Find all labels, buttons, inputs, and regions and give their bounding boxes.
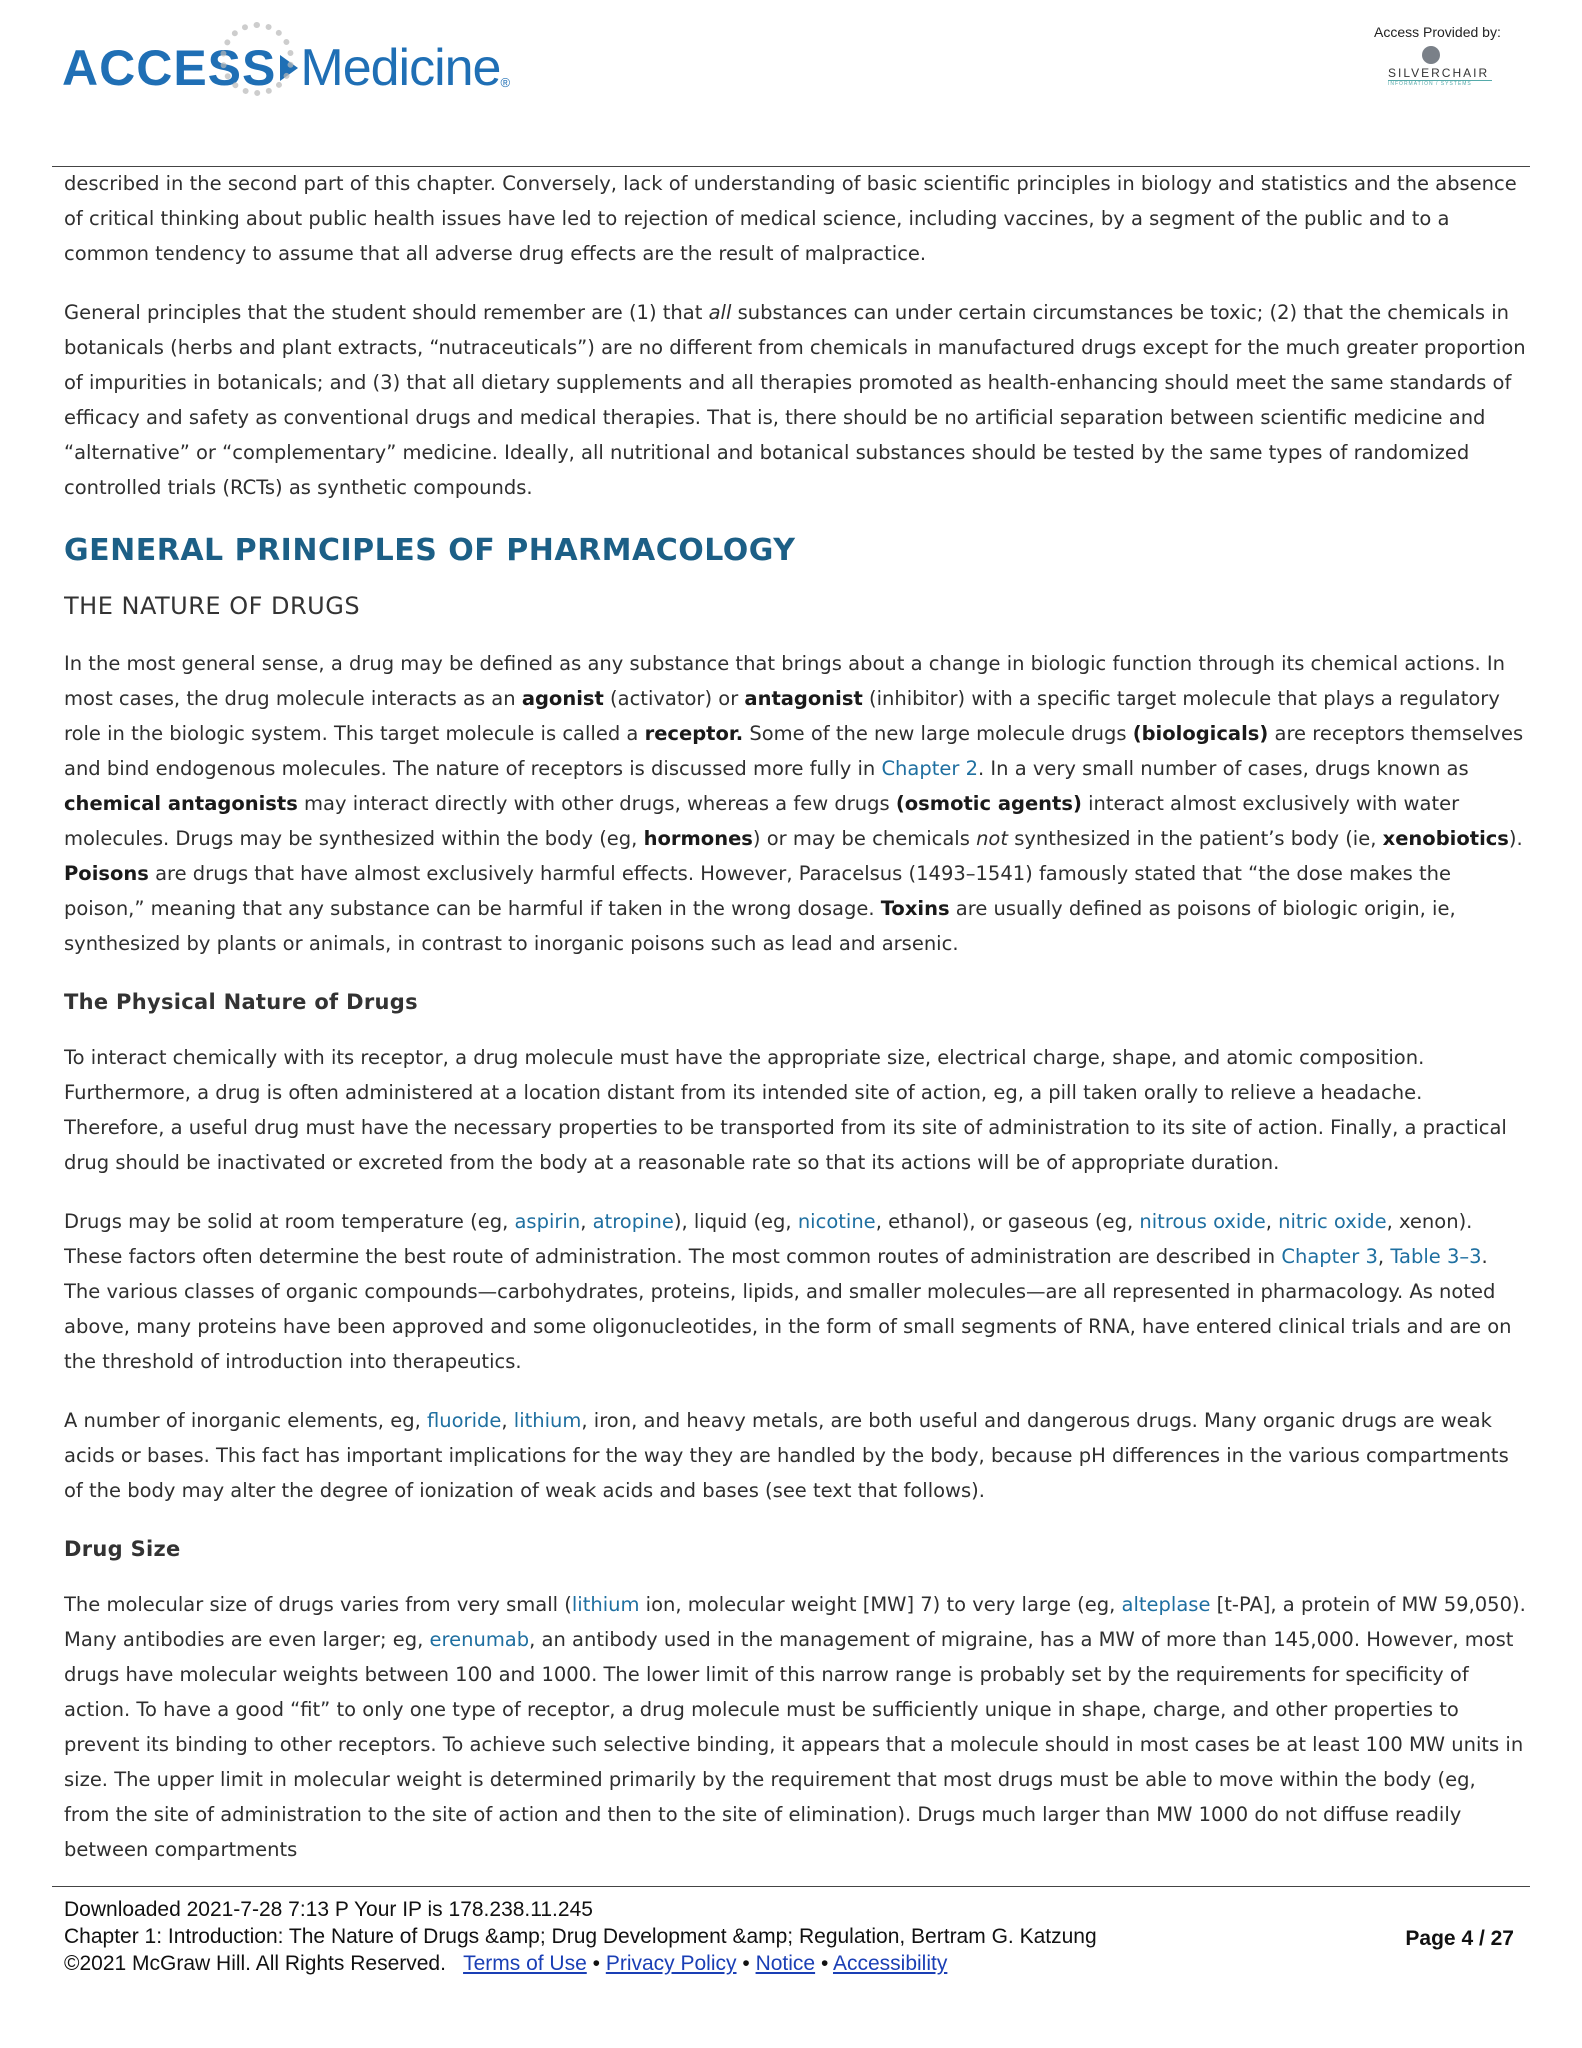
logo-access-text: ACCESS [62, 40, 277, 96]
paragraph: The molecular size of drugs varies from very small (lithium ion, molecular weight [MW] 7) to very large (eg, alteplase [t-PA], a protein of MW 59,050). Many antibodies are even larger; eg, erenumab, an antibody used in the management of migraine, has a MW of more than 145,000. However, most drugs have molecular weights between 100 and 1000. The lower limit of this narrow range is probably set by the requirements for specificity of action. To have a good “fit” to only one type of receptor, a drug molecule must be sufficiently unique in shape, charge, and other properties to prevent its binding to other receptors. To achieve such selective binding, it appears that a molecule should in most cases be at least 100 MW units in size. The upper limit in molecular weight is determined primarily by the requirement that most drugs must be able to move within the body (eg, from the site of administration to the site of action and then to the site of elimination). Drugs much larger than MW 1000 do not diffuse readily between compartments [64, 1593, 1526, 1861]
page-number: Page 4 / 27 [1405, 1927, 1514, 1950]
accessibility-link[interactable]: Accessibility [832, 1952, 948, 1975]
nicotine-link[interactable]: nicotine [797, 1210, 876, 1233]
gear-logo-icon [220, 22, 294, 96]
paragraph: A number of inorganic elements, eg, fluoride, lithium, iron, and heavy metals, are both useful and dangerous drugs. Many organic drugs are weak acids or bases. This fact has important implications for the way they are handled by the body, because pH differences in the various compartments of the body may alter the degree of ionization of weak acids and bases (see text that follows). [64, 1409, 1509, 1502]
paragraph: To interact chemically with its receptor, a drug molecule must have the appropriate size, electrical charge, shape, and atomic composition. Furthermore, a drug is often administered at a location distant from its intended site of action, eg, a pill taken orally to relieve a headache. Therefore, a useful drug must have the necessary properties to be transported from its site of administration to its site of action. Finally, a practical drug should be inactivated or excreted from the body at a reasonable rate so that its actions will be of appropriate duration. [64, 1046, 1507, 1174]
page-footer [64, 1896, 1534, 1977]
access-provider [1374, 24, 1524, 87]
page-header [0, 0, 1582, 166]
paragraph: In the most general sense, a drug may be defined as any substance that brings about a change in biologic function through its chemical actions. In most cases, the drug molecule interacts as an agonist (activator) or antagonist (inhibitor) with a specific target molecule that plays a regulatory role in the biologic system. This target molecule is called a receptor. Some of the new large molecule drugs (biologicals) are receptors themselves and bind endogenous molecules. The nature of receptors is discussed more fully in Chapter 2. In a very small number of cases, drugs known as chemical antagonists may interact directly with other drugs, whereas a few drugs (osmotic agents) interact almost exclusively with water molecules. Drugs may be synthesized within the body (eg, hormones) or may be chemicals not synthesized in the patient’s body (ie, xenobiotics). Poisons are drugs that have almost exclusively harmful effects. However, Paracelsus (1493–1541) famously stated that “the dose makes the poison,” meaning that any substance can be harmful if taken in the wrong dosage. Toxins are usually defined as poisons of biologic origin, ie, synthesized by plants or animals, in contrast to inorganic poisons such as lead and arsenic. [64, 652, 1524, 955]
bullet-separator: • [742, 1952, 750, 1975]
nitric-oxide-link[interactable]: nitric oxide [1278, 1210, 1387, 1233]
download-info: Downloaded 2021-7-28 7:13 P Your IP is 178.238.11.245 [64, 1898, 593, 1921]
registered-mark: ® [500, 75, 511, 90]
table-3-3-link[interactable]: Table 3–3 [1390, 1245, 1482, 1268]
logo-medicine-text: Medicine [300, 39, 501, 97]
lithium-link[interactable]: lithium [571, 1593, 640, 1616]
accessmedicine-logo[interactable] [62, 28, 510, 108]
footer-divider [52, 1886, 1530, 1887]
bullet-separator: • [820, 1952, 829, 1975]
access-provided-by-label: Access Provided by: [1374, 24, 1501, 40]
subsection-heading: Drug Size [64, 1537, 181, 1561]
bullet-separator: • [592, 1952, 600, 1975]
provider-name: SILVERCHAIR [1388, 66, 1490, 80]
paragraph: Drugs may be solid at room temperature (eg, aspirin, atropine), liquid (eg, nicotine, ethanol), or gaseous (eg, nitrous oxide, nitric oxide, xenon). These factors often determine the best route of administration. The most common routes of administration are described in Chapter 3, Table 3–3. The various classes of organic compounds—carbohydrates, proteins, lipids, and smaller molecules—are all represented in pharmacology. As noted above, many proteins have been approved and some oligonucleotides, in the form of small segments of RNA, have entered clinical trials and are on the threshold of introduction into therapeutics. [64, 1210, 1512, 1373]
privacy-policy-link[interactable]: Privacy Policy [605, 1952, 737, 1975]
lithium-link[interactable]: lithium [513, 1409, 582, 1432]
terms-of-use-link[interactable]: Terms of Use [463, 1952, 587, 1975]
footer-links-line [64, 1950, 1534, 1977]
paragraph: General principles that the student should remember are (1) that all substances can under certain circumstances be toxic; (2) that the chemicals in botanicals (herbs and plant extracts, “nutraceuticals”) are no different from chemicals in manufactured drugs except for the much greater proportion of impurities in botanicals; and (3) that all dietary supplements and all therapies promoted as health-enhancing should meet the same standards of efficacy and safety as conventional drugs and medical therapies. That is, there should be no artificial separation between scientific medicine and “alternative” or “complementary” medicine. Ideally, all nutritional and botanical substances should be tested by the same types of randomized controlled trials (RCTs) as synthetic compounds. [64, 301, 1526, 499]
chapter-3-link[interactable]: Chapter 3 [1281, 1245, 1378, 1268]
notice-link[interactable]: Notice [755, 1952, 816, 1975]
section-heading: GENERAL PRINCIPLES OF PHARMACOLOGY [64, 533, 796, 568]
chapter-citation: Chapter 1: Introduction: The Nature of Drugs &amp; Drug Development &amp; Regulation, Bertram G. Katzung [64, 1925, 1097, 1948]
subsection-heading: The Physical Nature of Drugs [64, 990, 418, 1014]
copyright: ©2021 McGraw Hill. All Rights Reserved. [64, 1952, 446, 1975]
silverchair-logo-icon [1422, 46, 1440, 64]
provider-subtitle: INFORMATION / SYSTEMS [1388, 80, 1492, 87]
nitrous-oxide-link[interactable]: nitrous oxide [1139, 1210, 1266, 1233]
aspirin-link[interactable]: aspirin [514, 1210, 581, 1233]
subsection-heading: THE NATURE OF DRUGS [64, 592, 361, 620]
fluoride-link[interactable]: fluoride [426, 1409, 502, 1432]
erenumab-link[interactable]: erenumab [429, 1628, 530, 1651]
article-content [64, 166, 1526, 1878]
paragraph: described in the second part of this chapter. Conversely, lack of understanding of basic scientific principles in biology and statistics and the absence of critical thinking about public health issues have led to rejection of medical science, including vaccines, by a segment of the public and to a common tendency to assume that all adverse drug effects are the result of malpractice. [64, 172, 1517, 265]
atropine-link[interactable]: atropine [592, 1210, 674, 1233]
chapter-2-link[interactable]: Chapter 2 [881, 757, 979, 780]
alteplase-link[interactable]: alteplase [1121, 1593, 1211, 1616]
